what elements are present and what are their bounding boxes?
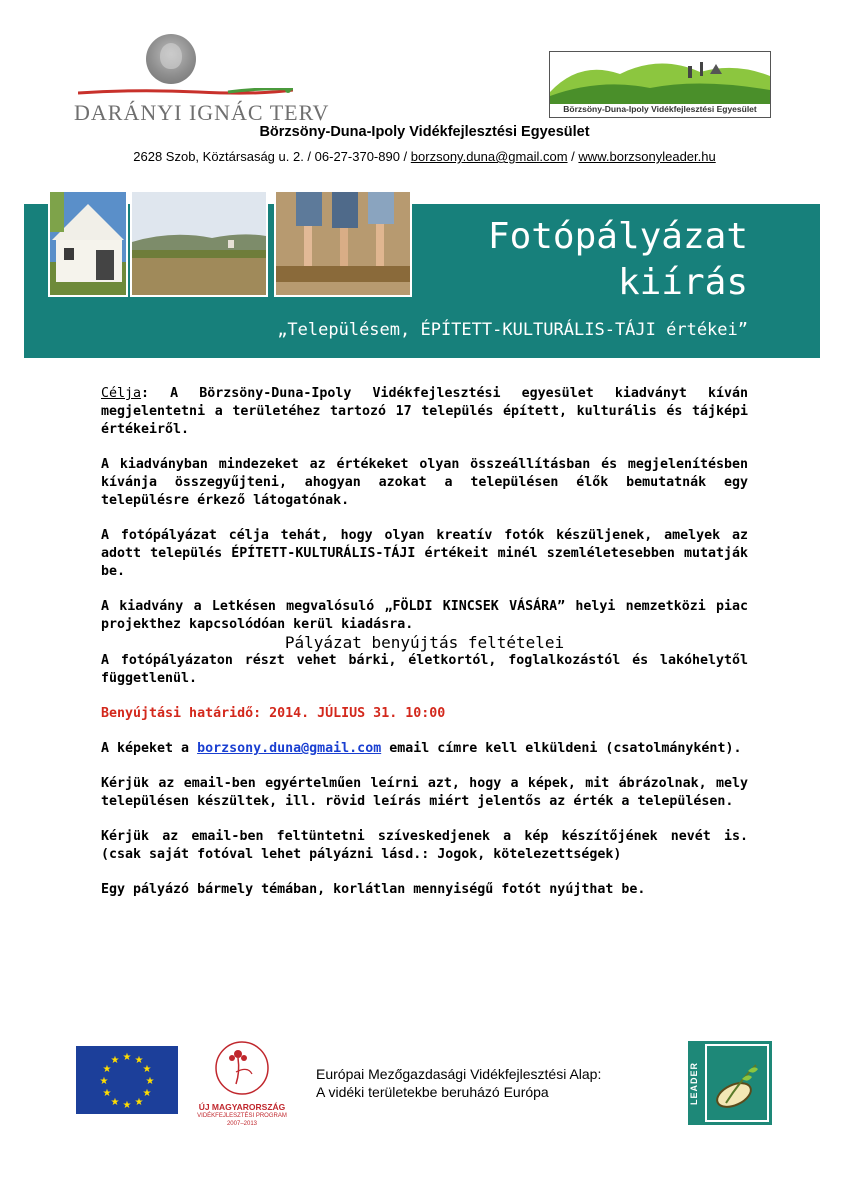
section-title: Pályázat benyújtás feltételei — [284, 633, 565, 652]
logo-left-text: DARÁNYI IGNÁC TERV — [74, 100, 330, 125]
paragraph-eligibility: A fotópályázaton részt vehet bárki, életkortól, foglalkozástól és lakóhelytől függetlenül. — [101, 653, 748, 686]
hills-landscape-icon — [550, 52, 770, 104]
purpose-label: Célja — [101, 386, 142, 401]
daranyi-ignac-terv-logo — [60, 30, 330, 125]
logo-right-caption: Börzsöny-Duna-Ipoly Vidékfejlesztési Egyesület — [563, 104, 757, 114]
submission-email-link[interactable]: borzsony.duna@gmail.com — [197, 741, 382, 756]
svg-text:★: ★ — [142, 1064, 152, 1075]
field-photo-image — [132, 192, 266, 295]
svg-text:★: ★ — [122, 1100, 132, 1111]
tricolor-swoosh-icon — [78, 88, 293, 96]
paragraph-publication: A kiadványban mindezeket az értékeket olyan összeállításban és megjelenítésben kívánja összegyűjteni, ahogyan azokat a településen élők bemutatnák egy településre érkező látogatónak. — [101, 457, 748, 508]
paragraph-project: A kiadvány a Letkésen megvalósuló „FÖLDI KINCSEK VÁSÁRA” helyi nemzetközi piac projekthez kapcsolódóan kerül kiadásra. — [101, 599, 748, 632]
house-photo-image — [50, 192, 126, 295]
paragraph-quantity: Egy pályázó bármely témában, korlátlan mennyiségű fotót nyújthat be. — [101, 882, 646, 897]
svg-text:★: ★ — [122, 1052, 132, 1063]
bdi-association-logo — [549, 51, 771, 118]
paragraph-goal: A fotópályázat célja tehát, hogy olyan kreatív fotók készüljenek, amelyek az adott település ÉPÍTETT-KULTURÁLIS-TÁJI értékeit minél szemléletesebben mutatják be. — [101, 528, 748, 579]
header-website-link[interactable]: www.borzsonyleader.hu — [578, 149, 716, 164]
svg-text:★: ★ — [142, 1088, 152, 1099]
banner-title-line1: Fotópályázat — [487, 216, 748, 257]
svg-text:★: ★ — [134, 1097, 144, 1108]
announcement-body — [101, 385, 748, 899]
svg-text:★: ★ — [102, 1064, 112, 1075]
eafrd-text — [316, 1065, 601, 1101]
deadline-text: Benyújtási határidő: 2014. JÚLIUS 31. 10:00 — [101, 706, 446, 721]
banner-title — [488, 214, 748, 306]
paragraph-description: Kérjük az email-ben egyértelműen leírni azt, hogy a képek, mit ábrázolnak, mely településen készültek, ill. rövid leírás miért jelentős az érték a településen. — [101, 776, 748, 809]
flower-emblem-icon — [196, 1038, 288, 1100]
portrait-icon — [146, 34, 196, 84]
leader-word: LEADER — [689, 1061, 699, 1105]
leader-emblem-icon — [688, 1041, 772, 1125]
eafrd-line1: Európai Mezőgazdasági Vidékfejlesztési Alap: — [316, 1066, 602, 1082]
um-line1: ÚJ MAGYARORSZÁG — [198, 1102, 286, 1112]
house-photo — [48, 190, 128, 297]
eu-flag-icon — [76, 1046, 178, 1114]
feet-photo-image — [276, 192, 410, 295]
um-line2: VIDÉKFEJLESZTÉSI PROGRAM — [197, 1113, 287, 1119]
title-banner — [24, 204, 820, 358]
svg-text:★: ★ — [145, 1076, 155, 1087]
submission-text-before: A képeket a — [101, 741, 190, 756]
uj-magyarorszag-logo — [196, 1038, 288, 1128]
address-separator: / — [571, 149, 575, 164]
banner-title-line2: kiírás — [617, 262, 748, 303]
eafrd-line2: A vidéki területekbe beruházó Európa — [316, 1084, 549, 1100]
um-line3: 2007–2013 — [226, 1121, 258, 1127]
organization-name: Börzsöny-Duna-Ipoly Vidékfejlesztési Egyesület — [259, 124, 590, 140]
header-email-link[interactable]: borzsony.duna@gmail.com — [410, 149, 568, 164]
banner-subtitle: „Településem, ÉPÍTETT-KULTURÁLIS-TÁJI értékei” — [277, 320, 748, 340]
svg-text:★: ★ — [99, 1076, 109, 1087]
svg-text:★: ★ — [134, 1055, 144, 1066]
svg-text:★: ★ — [110, 1055, 120, 1066]
paragraph-submission — [101, 740, 748, 758]
svg-text:★: ★ — [102, 1088, 112, 1099]
paragraph-purpose — [101, 385, 748, 439]
eu-stars-icon — [76, 1046, 178, 1114]
svg-text:★: ★ — [110, 1097, 120, 1108]
field-photo — [130, 190, 268, 297]
paragraph-author: Kérjük az email-ben feltüntetni szíveskedjenek a kép készítőjének nevét is. (csak saját fotóval lehet pályázni lásd.: Jogok, kötelezettségek) — [101, 829, 748, 862]
feet-photo — [274, 190, 412, 297]
purpose-text: : A Börzsöny-Duna-Ipoly Vidékfejlesztési egyesület kiadványt kíván megjelentetni a területéhez tartozó 17 település épített, kulturális és tájképi értékeiről. — [101, 386, 748, 437]
organization-address — [0, 149, 849, 164]
submission-text-after: email címre kell elküldeni (csatolmányként). — [389, 741, 742, 756]
address-text: 2628 Szob, Köztársaság u. 2. / 06-27-370-890 / — [133, 149, 408, 164]
leader-logo — [688, 1041, 772, 1125]
